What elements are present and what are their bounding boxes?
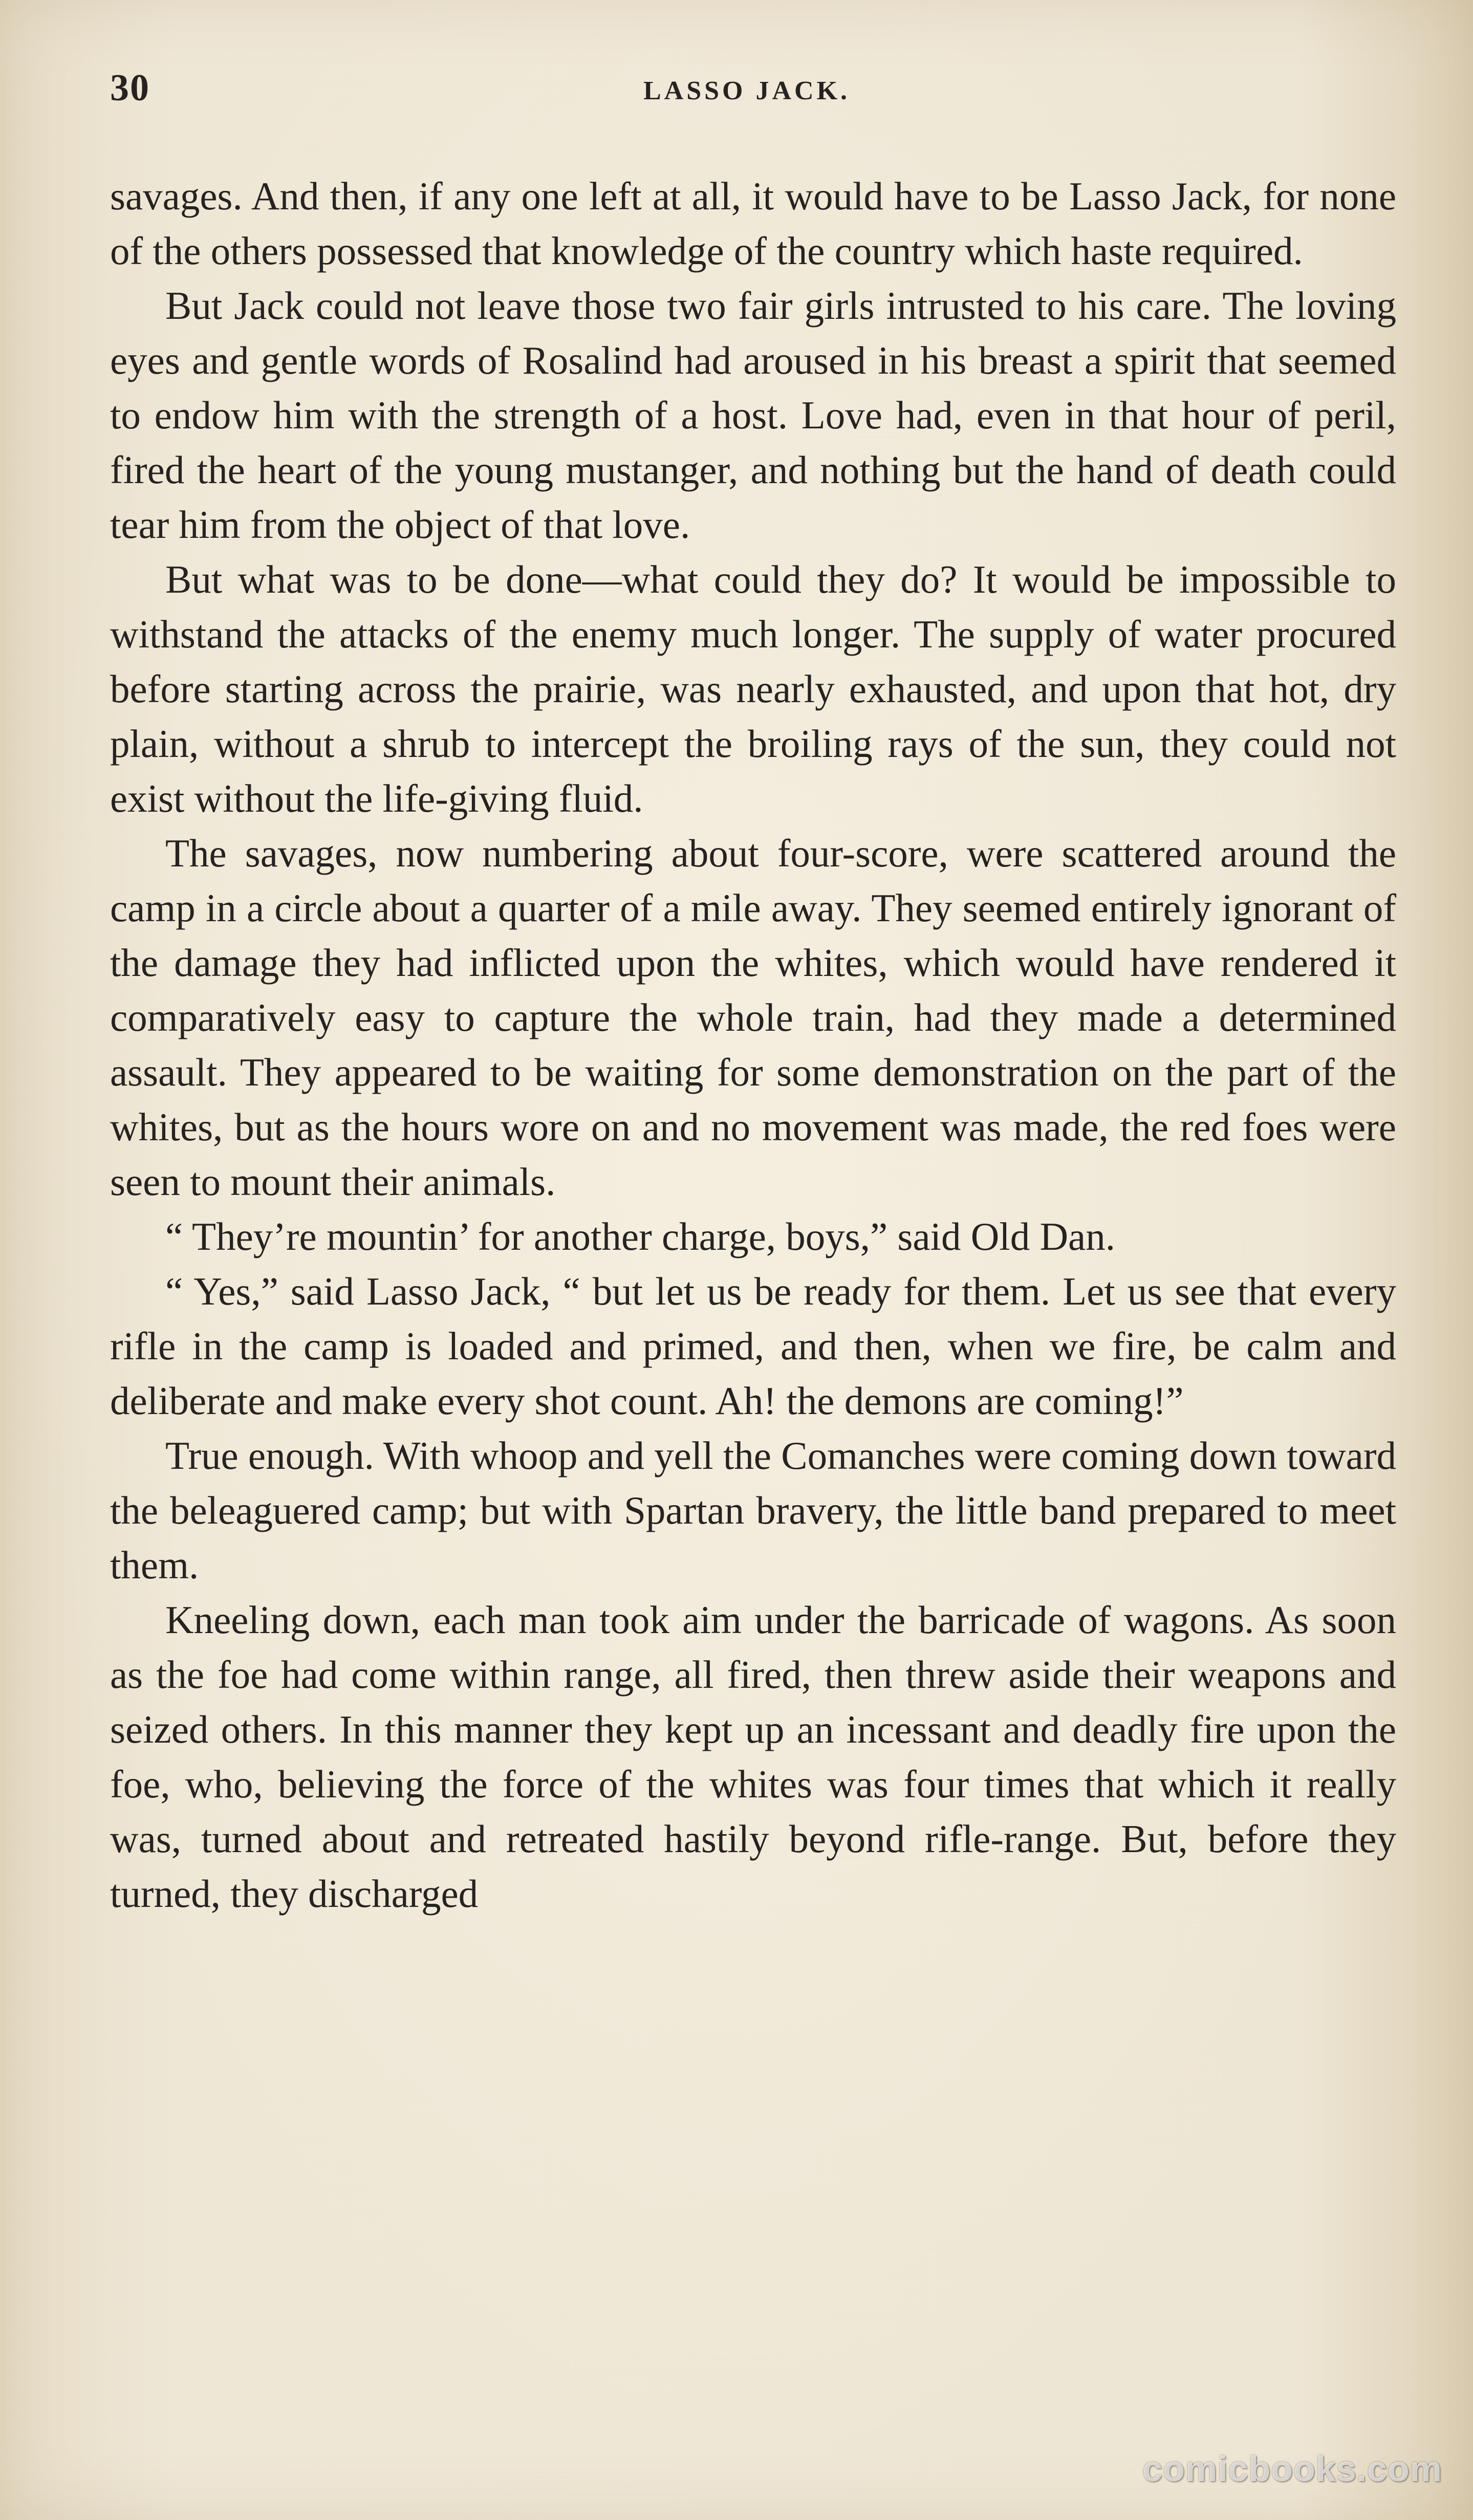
running-title: LASSO JACK. <box>643 76 851 105</box>
paragraph: savages. And then, if any one left at all, it would have to be Lasso Jack, for none of the others possessed that knowledge of the country which haste required. <box>110 174 1396 273</box>
paragraph: But what was to be done—what could they do? It would be impossible to withstand the attacks of the enemy much longer. The supply of water procured before starting across the prairie, was nearly exhausted, and upon that hot, dry plain, without a shrub to intercept the broiling rays of the sun, they could not exist without the life-giving fluid. <box>110 557 1396 820</box>
page-number: 30 <box>110 67 150 109</box>
paragraph: Kneeling down, each man took aim under the barricade of wagons. As soon as the foe had come within range, all fired, then threw aside their weapons and seized others. In this manner they kept up an incessant and deadly fire upon the foe, who, believing the force of the whites was four times that which it really was, turned about and retreated hastily beyond rifle-range. But, before they turned, they discharged <box>110 1598 1396 1916</box>
watermark: comicbooks.com <box>1142 2449 1442 2489</box>
paragraph: But Jack could not leave those two fair girls intrusted to his care. The loving eyes and gentle words of Rosalind had aroused in his breast a spirit that seemed to endow him with the strength of a host. Love had, even in that hour of peril, fired the heart of the young mustanger, and nothing but the hand of death could tear him from the object of that love. <box>110 284 1396 547</box>
paragraph: “ Yes,” said Lasso Jack, “ but let us be ready for them. Let us see that every rifle in the camp is loaded and primed, and then, when we fire, be calm and deliberate and make every shot count. Ah! the demons are coming!” <box>110 1269 1396 1423</box>
paragraph: “ They’re mountin’ for another charge, boys,” said Old Dan. <box>165 1214 1115 1258</box>
running-head <box>110 67 1383 118</box>
body-text <box>110 169 1396 1921</box>
paragraph: True enough. With whoop and yell the Comanches were coming down toward the beleaguered camp; but with Spartan bravery, the little band prepared to meet them. <box>110 1433 1396 1587</box>
paragraph: The savages, now numbering about four-score, were scattered around the camp in a circle about a quarter of a mile away. They seemed entirely ignorant of the damage they had inflicted upon the whites, which would have rendered it comparatively easy to capture the whole train, had they made a determined assault. They appeared to be waiting for some demonstration on the part of the whites, but as the hours wore on and no movement was made, the red foes were seen to mount their animals. <box>110 831 1396 1204</box>
